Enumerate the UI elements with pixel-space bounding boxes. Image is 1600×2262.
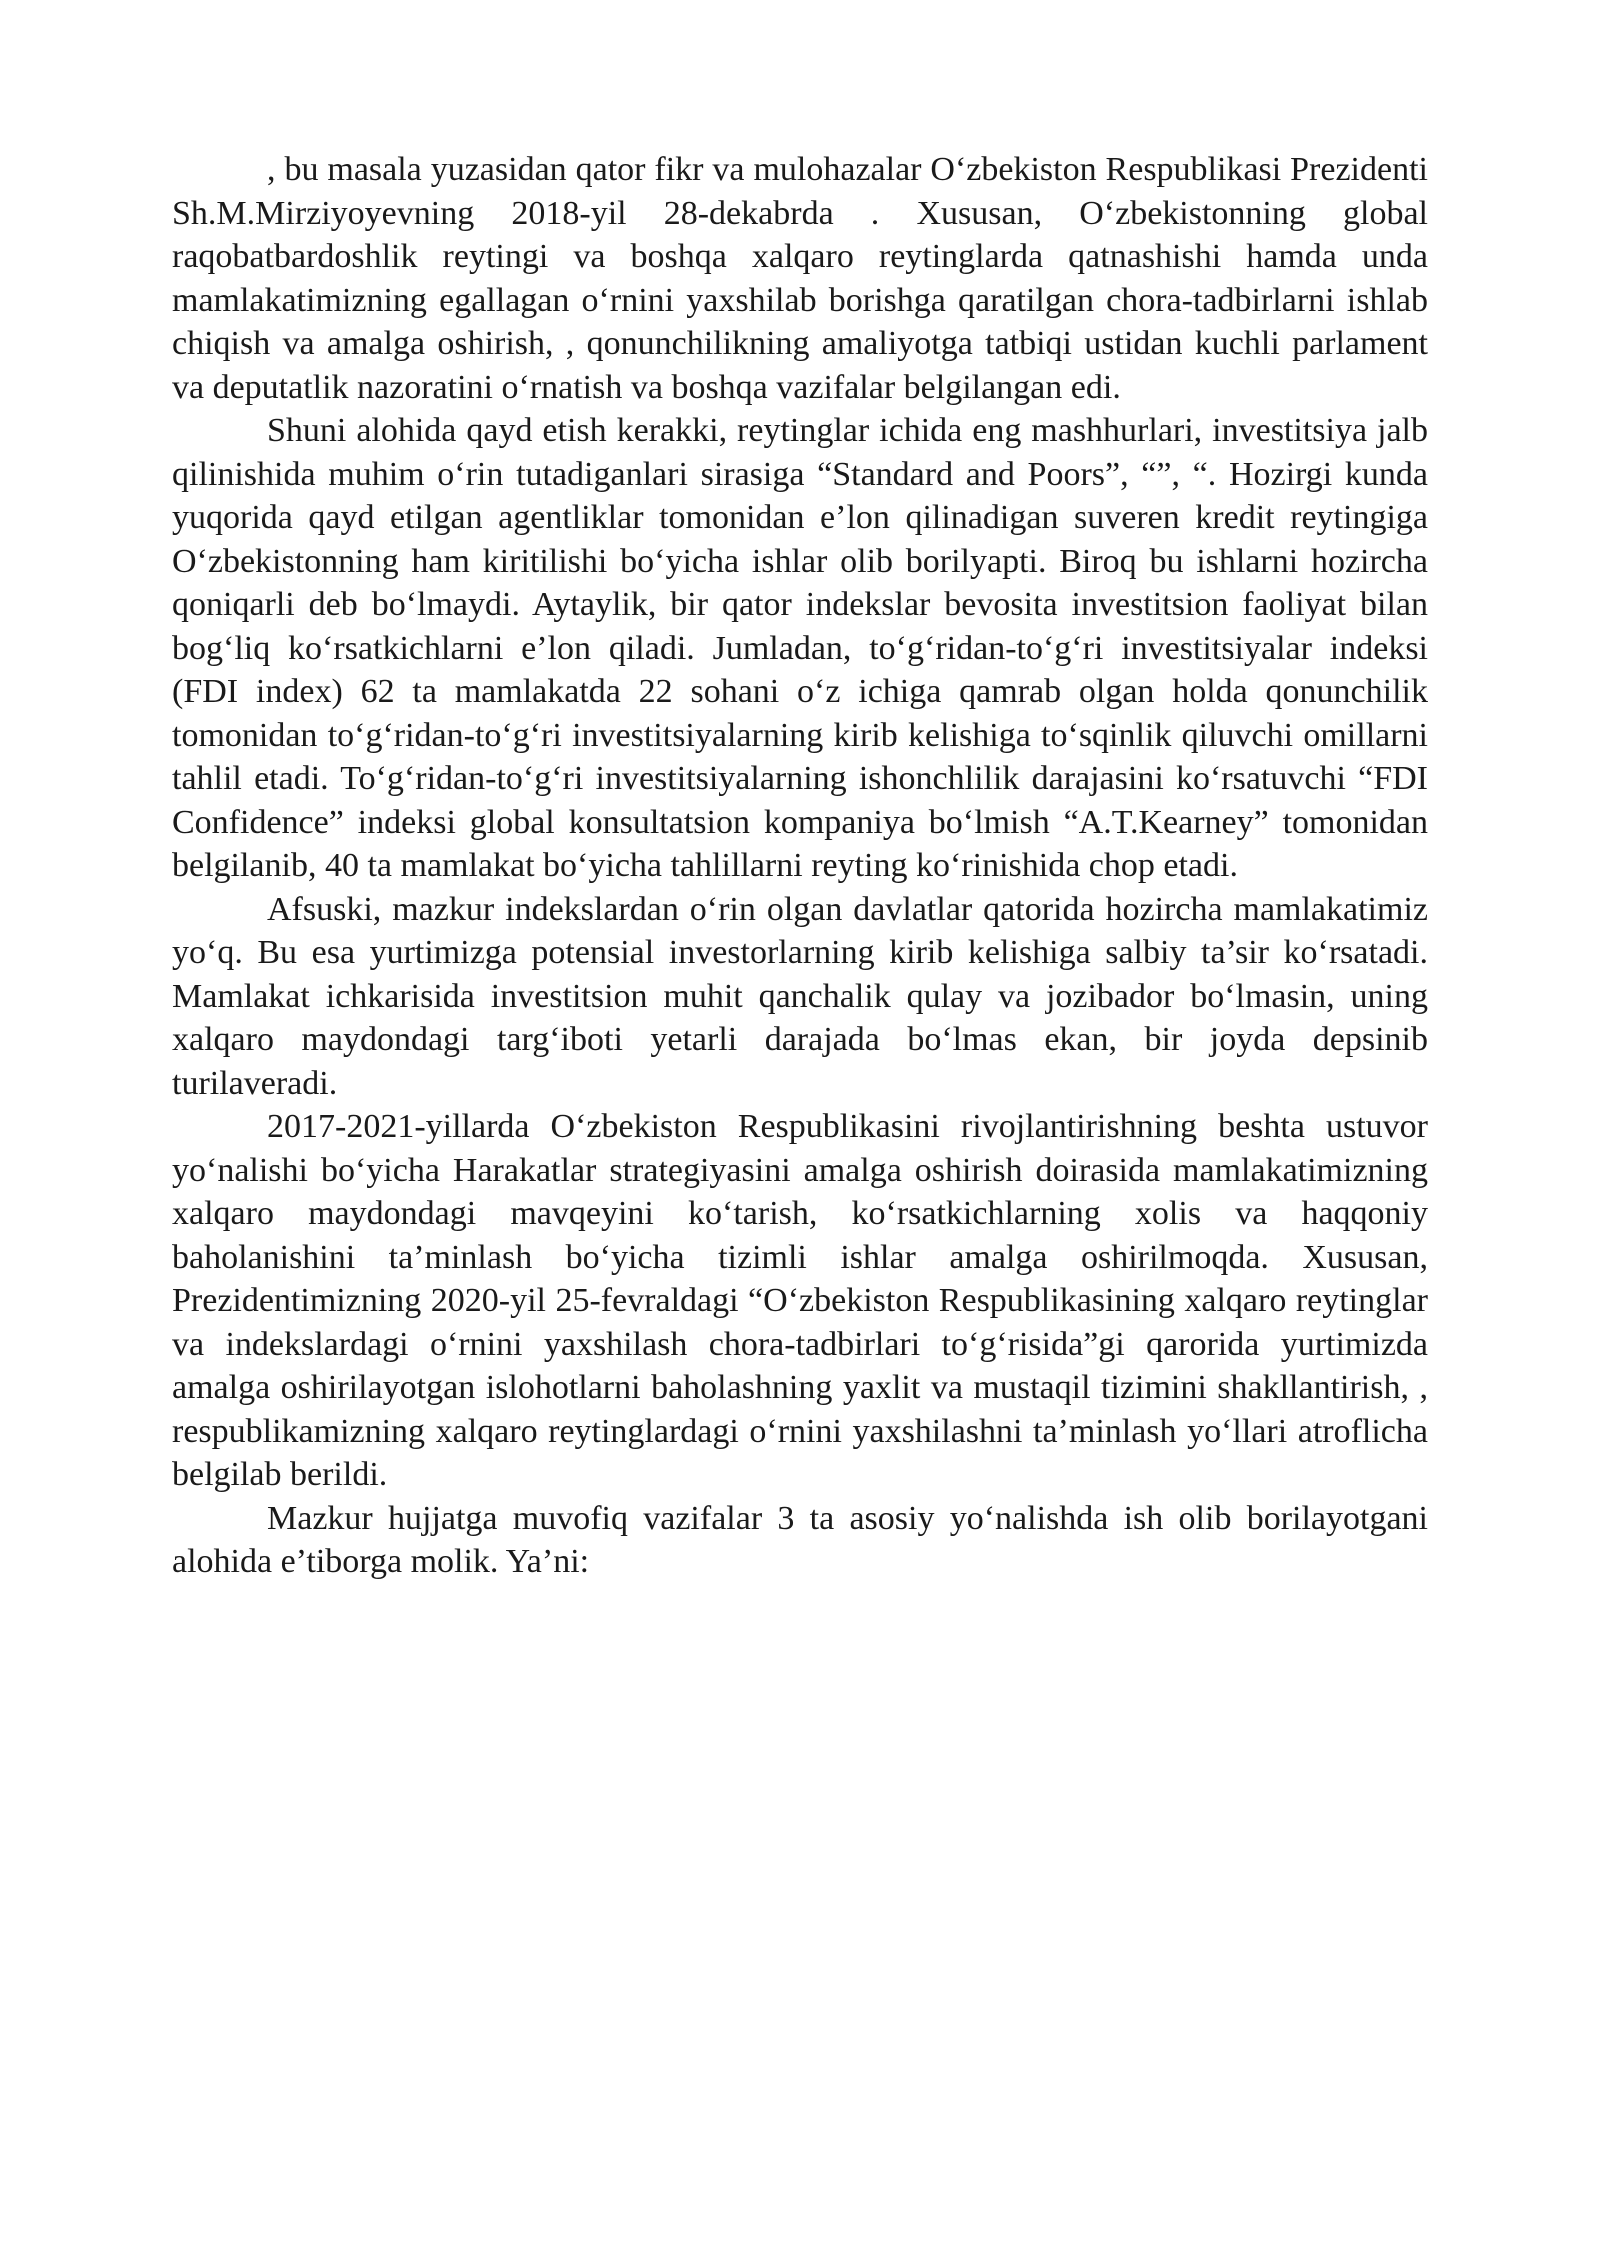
- paragraph-5: Mazkur hujjatga muvofiq vazifalar 3 ta asosiy yo‘nalishda ish olib borilayotgani alohida e’tiborga molik. Ya’ni:: [172, 1499, 1428, 1580]
- document-body: [172, 148, 1428, 1584]
- paragraph-2: Shuni alohida qayd etish kerakki, reytinglar ichida eng mashhurlari, investitsiya jalb qilinishida muhim o‘rin tutadiganlari sirasiga “Standard and Poors”, “”, “. Hozirgi kunda yuqorida qayd etilgan agentliklar tomonidan e’lon qilinadigan suveren kredit reytingiga O‘zbekistonning ham kiritilishi bo‘yicha ishlar olib borilyapti. Biroq bu ishlarni hozircha qoniqarli deb bo‘lmaydi. Aytaylik, bir qator indekslar bevosita investitsion faoliyat bilan bog‘liq ko‘rsatkichlarni e’lon qiladi. Jumladan, to‘g‘ridan-to‘g‘ri investitsiyalar indeksi (FDI index) 62 ta mamlakatda 22 sohani o‘z ichiga qamrab olgan holda qonunchilik tomonidan to‘g‘ridan-to‘g‘ri investitsiyalarning kirib kelishiga to‘sqinlik qiluvchi omillarni tahlil etadi. To‘g‘ridan-to‘g‘ri investitsiyalarning ishonchlilik darajasini ko‘rsatuvchi “FDI Confidence” indeksi global konsultatsion kompaniya bo‘lmish “A.T.Kearney” tomonidan belgilanib, 40 ta mamlakat bo‘yicha tahlillarni reyting ko‘rinishida chop etadi.: [172, 412, 1428, 884]
- paragraph-4: 2017-2021-yillarda O‘zbekiston Respublikasini rivojlantirishning beshta ustuvor yo‘nalishi bo‘yicha Harakatlar strategiyasini amalga oshirish doirasida mamlakatimizning xalqaro maydondagi mavqeyini ko‘tarish, ko‘rsatkichlarning xolis va haqqoniy baholanishini ta’minlash bo‘yicha tizimli ishlar amalga oshirilmoqda. Xususan, Prezidentimizning 2020-yil 25-fevraldagi “O‘zbekiston Respublikasining xalqaro reytinglar va indekslardagi o‘rnini yaxshilash chora-tadbirlari to‘g‘risida”gi qarorida yurtimizda amalga oshirilayotgan islohotlarni baholashning yaxlit va mustaqil tizimini shakllantirish, , respublikamizning xalqaro reytinglardagi o‘rnini yaxshilashni ta’minlash yo‘llari atroflicha belgilab berildi.: [172, 1108, 1428, 1493]
- paragraph-1: , bu masala yuzasidan qator fikr va mulohazalar O‘zbekiston Respublikasi Prezidenti Sh.M.Mirziyoyevning 2018-yil 28-dekabrda . Xususan, O‘zbekistonning global raqobatbardoshlik reytingi va boshqa xalqaro reytinglarda qatnashishi hamda unda mamlakatimizning egallagan o‘rnini yaxshilab borishga qaratilgan chora-tadbirlarni ishlab chiqish va amalga oshirish, , qonunchilikning amaliyotga tatbiqi ustidan kuchli parlament va deputatlik nazoratini o‘rnatish va boshqa vazifalar belgilangan edi.: [172, 151, 1428, 406]
- paragraph-3: Afsuski, mazkur indekslardan o‘rin olgan davlatlar qatorida hozircha mamlakatimiz yo‘q. Bu esa yurtimizga potensial investorlarning kirib kelishiga salbiy ta’sir ko‘rsatadi. Mamlakat ichkarisida investitsion muhit qanchalik qulay va jozibador bo‘lmasin, uning xalqaro maydondagi targ‘iboti yetarli darajada bo‘lmas ekan, bir joyda depsinib turilaveradi.: [172, 890, 1428, 1102]
